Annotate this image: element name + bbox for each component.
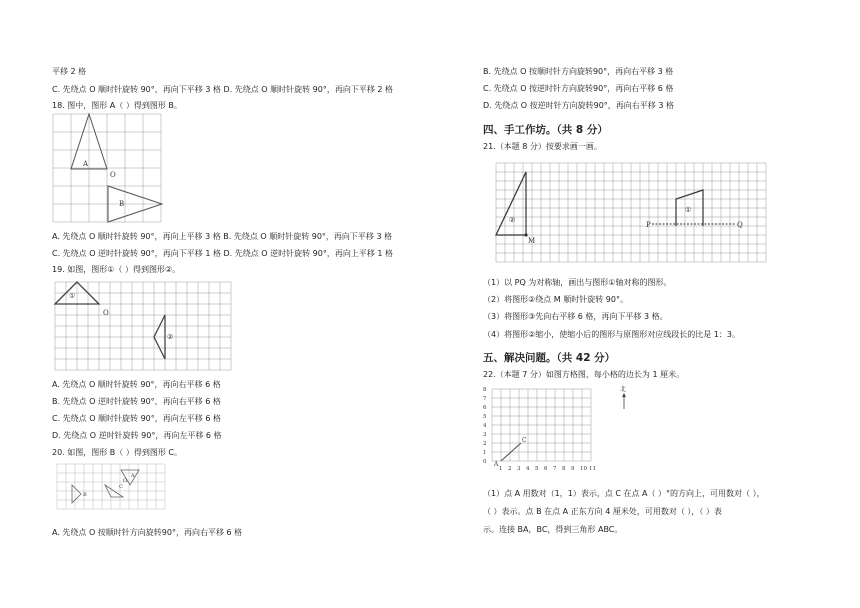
- question-19-stem: 19. 如图，图形①（ ）得到图形②。: [52, 265, 181, 274]
- x-tick-label: 9: [571, 466, 575, 472]
- y-tick-label: 1: [483, 450, 487, 456]
- y-tick-label: 6: [483, 405, 487, 411]
- q20-option-b: B. 先绕点 O 按顺时针方向旋转90°，再向右平移 3 格: [483, 67, 674, 76]
- q22-coordinate-grid: [480, 383, 640, 483]
- label-o: O: [123, 478, 128, 484]
- label-1: ①: [685, 206, 692, 214]
- q18-options-cd: C. 先绕点 O 逆时针旋转 90°，再向下平移 1 格 D. 先绕点 O 逆时针旋转 90°，再向上平移 1 格: [52, 249, 394, 258]
- section-4-heading: 四、手工作坊。（共 8 分）: [483, 124, 608, 136]
- label-o: O: [103, 309, 109, 317]
- x-tick-label: 5: [535, 466, 539, 472]
- section-5-heading: 五、解决问题。（共 42 分）: [483, 352, 616, 364]
- x-tick-label: 2: [508, 466, 512, 472]
- x-tick-label: 1: [499, 466, 503, 472]
- q18-grid-figure: [53, 114, 163, 224]
- q20-option-c: C. 先绕点 O 按逆时针方向旋转90°，再向右平移 6 格: [483, 84, 674, 93]
- x-tick-label: 10: [580, 466, 587, 472]
- q21-item-1: （1）以 PQ 为对称轴，画出与图形①轴对称的图形。: [483, 278, 672, 287]
- q22-line-1: （1）点 A 用数对（1，1）表示，点 C 在点 A（ ）°的方向上，可用数对（ ），: [483, 489, 765, 498]
- q20-option-d: D. 先绕点 O 按逆时针方向旋转90°，再向右平移 3 格: [483, 101, 674, 110]
- q20-grid-figure: [57, 464, 165, 512]
- label-p: P: [646, 221, 651, 229]
- shape-b-triangle: [72, 485, 81, 503]
- x-tick-label: 4: [526, 466, 530, 472]
- text-line: 平移 2 格: [52, 67, 87, 76]
- q21-item-4: （4）将图形②缩小，使缩小后的图形与原图形对应线段长的比是 1：3。: [483, 330, 740, 339]
- north-arrow-icon: [619, 385, 629, 411]
- q20-option-a: A. 先绕点 O 按顺时针方向旋转90°，再向右平移 6 格: [52, 528, 243, 537]
- q19-grid-figure: [55, 282, 231, 370]
- q22-line-3: 示。连接 BA，BC，得到三角形 ABC。: [483, 525, 623, 534]
- q18-options-ab: A. 先绕点 O 顺时针旋转 90°，再向上平移 3 格 B. 先绕点 O 顺时针旋转 90°，再向下平移 3 格: [52, 232, 393, 241]
- q19-option-c: C. 先绕点 O 顺时针旋转 90°，再向左平移 6 格: [52, 414, 221, 423]
- q21-grid-figure: [496, 163, 766, 262]
- y-tick-label: 0: [483, 459, 487, 465]
- label-a: A: [83, 160, 89, 168]
- x-tick-label: 3: [517, 466, 521, 472]
- question-21-stem: 21.（本题 8 分）按要求画一画。: [483, 142, 602, 151]
- label-b: B: [119, 200, 125, 208]
- label-a: A: [494, 461, 499, 468]
- q21-item-3: （3）将图形③先向右平移 6 格，再向下平移 3 格。: [483, 312, 668, 321]
- label-1: ①: [69, 292, 76, 300]
- label-c: C: [119, 484, 123, 490]
- y-tick-label: 7: [483, 396, 487, 402]
- text-line: C. 先绕点 O 顺时针旋转 90°，再向下平移 3 格 D. 先绕点 O 顺时针旋转 90°，再向下平移 2 格: [52, 85, 394, 94]
- x-tick-label: 7: [553, 466, 557, 472]
- q19-option-d: D. 先绕点 O 逆时针旋转 90°，再向左平移 6 格: [52, 431, 222, 440]
- x-tick-label: 11: [589, 466, 596, 472]
- north-label: 北: [620, 386, 627, 393]
- label-o: O: [110, 171, 116, 179]
- q21-item-2: （2）将图形②绕点 M 顺时针旋转 90°。: [483, 295, 628, 304]
- label-q: Q: [737, 221, 743, 229]
- question-20-stem: 20. 如图，图形 B（ ）得到图形 C。: [52, 448, 182, 457]
- question-22-stem: 22.（本题 7 分）如图方格图，每小格的边长为 1 厘米。: [483, 370, 685, 379]
- y-tick-label: 8: [483, 387, 487, 393]
- q22-line-2: （ ）表示。点 B 在点 A 正东方向 4 厘米处，可用数对（ ），（ ）表: [483, 507, 722, 516]
- label-2: ②: [509, 216, 516, 224]
- q19-option-b: B. 先绕点 O 逆时针旋转 90°，再向右平移 6 格: [52, 397, 221, 406]
- label-b: B: [83, 492, 87, 498]
- x-tick-label: 6: [544, 466, 548, 472]
- label-2: ②: [167, 333, 174, 341]
- y-tick-label: 3: [483, 432, 487, 438]
- label-c: C: [522, 437, 527, 444]
- x-tick-label: 8: [562, 466, 566, 472]
- y-tick-label: 2: [483, 441, 487, 447]
- q19-option-a: A. 先绕点 O 顺时针旋转 90°，再向右平移 6 格: [52, 380, 221, 389]
- question-18-stem: 18. 图中，图形 A（ ）得到图形 B。: [52, 101, 182, 110]
- label-m: M: [528, 237, 536, 245]
- y-tick-label: 4: [483, 423, 487, 429]
- label-a: A: [131, 473, 135, 479]
- shape-2-triangle: [496, 172, 526, 235]
- y-tick-label: 5: [483, 414, 487, 420]
